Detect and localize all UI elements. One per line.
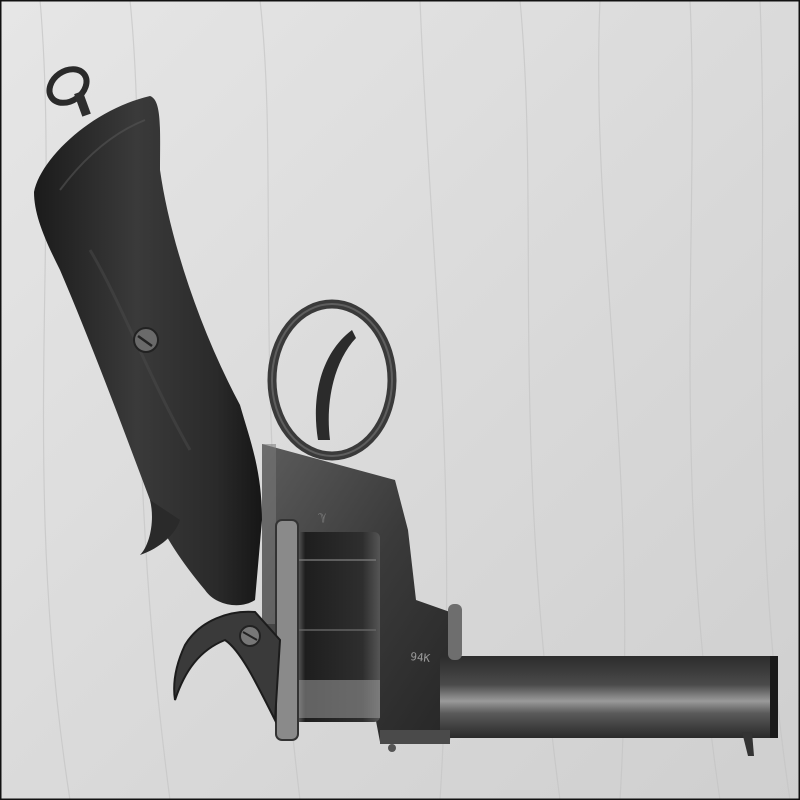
loading-lever [380,730,450,744]
barrel [440,656,776,738]
stamped-marking: 94K [409,650,431,666]
grip-screw [134,328,158,352]
svg-text:ℽ: ℽ [318,509,327,523]
